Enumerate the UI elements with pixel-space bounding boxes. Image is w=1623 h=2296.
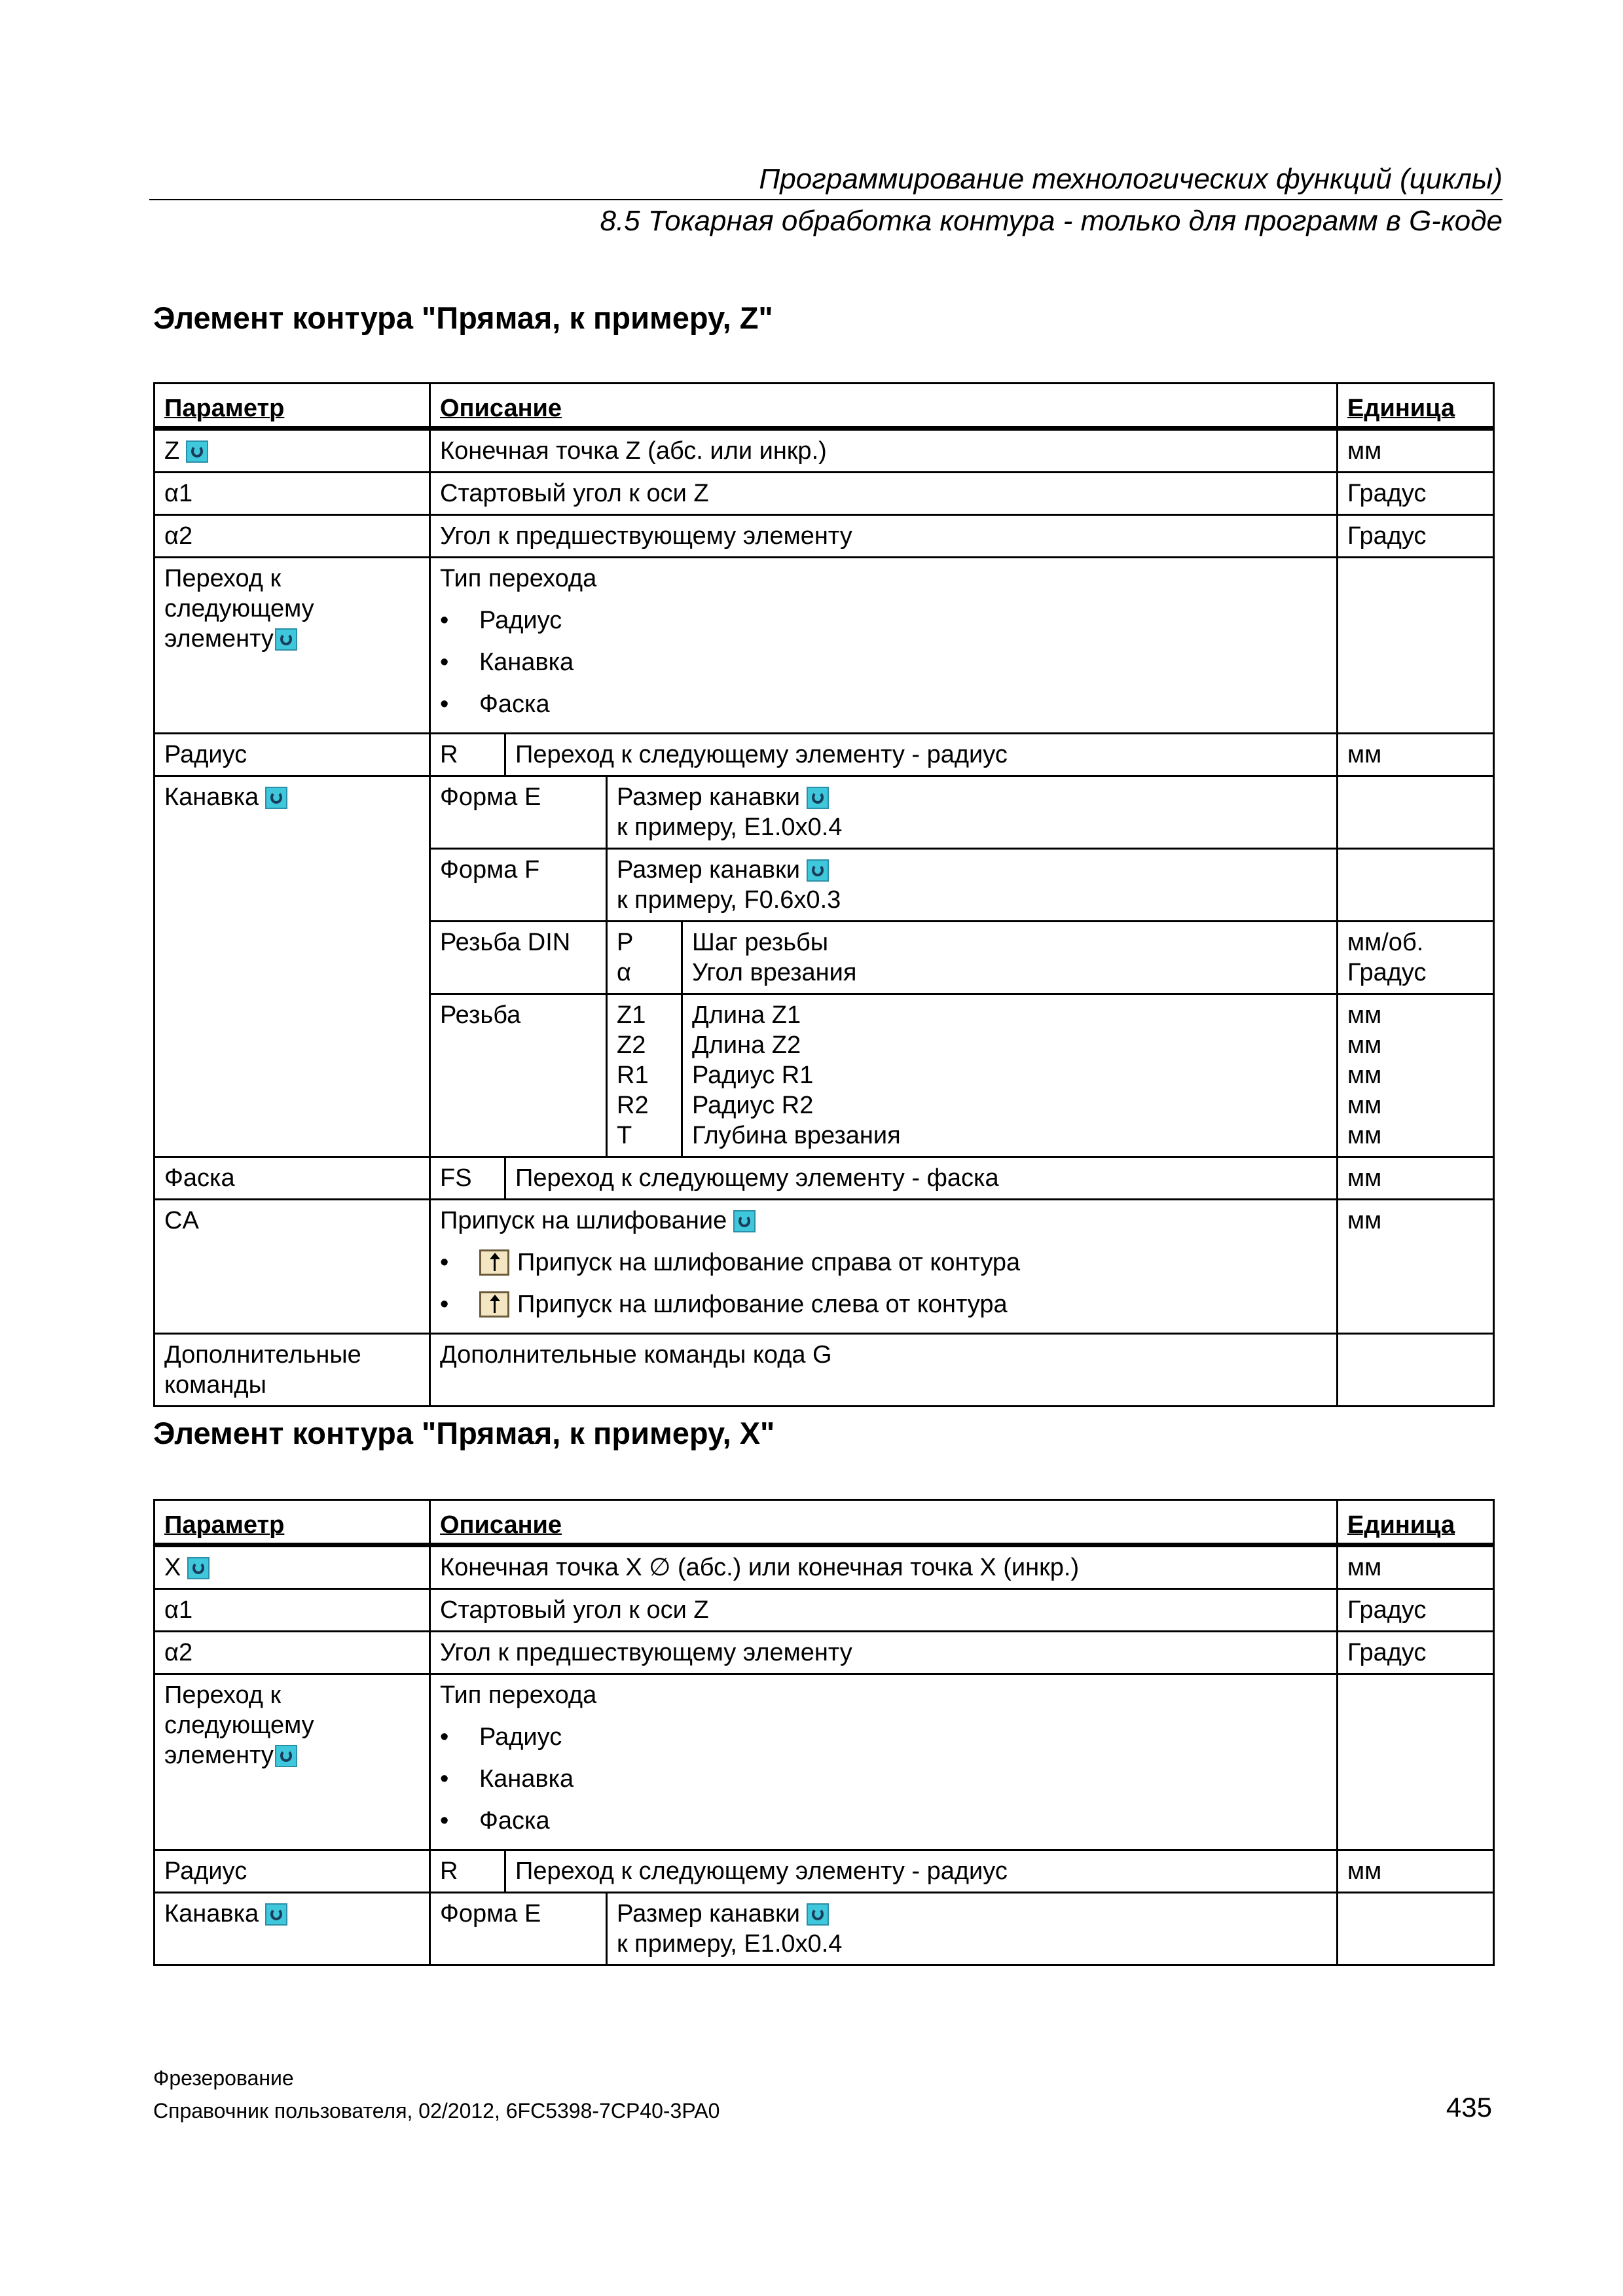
param-cell: CA [155, 1200, 430, 1334]
desc-cell: Припуск на шлифование • Припуск на шлифование справа от контура • Припуск на шлифование слева от контура [430, 1200, 1338, 1334]
chapter-title: Программирование технологических функций (циклы) [149, 162, 1503, 200]
column-header-param: Параметр [155, 384, 430, 429]
table-row [155, 429, 1494, 473]
code-cell: P α [607, 922, 682, 994]
code-cell: R [430, 734, 505, 776]
toggle-icon [265, 1903, 287, 1926]
desc-cell: Конечная точка Z (абс. или инкр.) [430, 429, 1338, 473]
table-row [155, 1589, 1494, 1632]
toggle-icon [186, 440, 208, 463]
desc-cell: Размер канавки к примеру, E1.0x0.4 [607, 776, 1338, 849]
table-row [155, 1200, 1494, 1334]
toggle-icon [807, 787, 829, 809]
code-cell: FS [430, 1157, 505, 1200]
desc-cell: Длина Z1 Длина Z2 Радиус R1 Радиус R2 Глубина врезания [682, 994, 1338, 1157]
param-cell: Радиус [155, 1850, 430, 1893]
table-row [155, 558, 1494, 734]
code-cell: Z1 Z2 R1 R2 T [607, 994, 682, 1157]
desc-cell: Размер канавки к примеру, E1.0x0.4 [607, 1893, 1338, 1965]
param-cell: α2 [155, 1632, 430, 1674]
params-table-x [153, 1499, 1495, 1966]
desc-cell: Переход к следующему элементу - радиус [505, 1850, 1338, 1893]
table-row [155, 1850, 1494, 1893]
footer-manual-info: Справочник пользователя, 02/2012, 6FC5398-7CP40-3PA0 [153, 2099, 720, 2123]
param-cell: X [155, 1545, 430, 1589]
desc-cell: Стартовый угол к оси Z [430, 1589, 1338, 1632]
toggle-icon [275, 1745, 297, 1767]
table-header-row [155, 384, 1494, 429]
unit-cell: мм/об. Градус [1338, 922, 1494, 994]
form-cell: Форма F [430, 849, 607, 922]
list-item: • Припуск на шлифование слева от контура [440, 1289, 1327, 1319]
desc-cell: Угол к предшествующему элементу [430, 515, 1338, 558]
unit-cell [1338, 1334, 1494, 1407]
table-row [155, 515, 1494, 558]
list-item: • Фаска [440, 689, 1327, 719]
unit-cell [1338, 1674, 1494, 1850]
column-header-desc: Описание [430, 1500, 1338, 1545]
unit-cell: мм [1338, 734, 1494, 776]
unit-cell: мм [1338, 1545, 1494, 1589]
table2-heading: Элемент контура "Прямая, к примеру, X" [153, 1416, 775, 1450]
desc-cell: Угол к предшествующему элементу [430, 1632, 1338, 1674]
allowance-direction-icon [479, 1249, 509, 1276]
param-cell: Переход к следующему элементу [155, 1674, 430, 1850]
form-cell: Форма E [430, 1893, 607, 1965]
unit-cell [1338, 849, 1494, 922]
param-cell: α1 [155, 473, 430, 515]
column-header-unit: Единица [1338, 384, 1494, 429]
table-row [155, 734, 1494, 776]
unit-cell: Градус [1338, 1589, 1494, 1632]
unit-cell: мм [1338, 1200, 1494, 1334]
desc-cell: Конечная точка X ∅ (абс.) или конечная точка X (инкр.) [430, 1545, 1338, 1589]
toggle-icon [807, 1903, 829, 1926]
param-cell: Фаска [155, 1157, 430, 1200]
toggle-icon [275, 628, 297, 651]
unit-cell: мм [1338, 429, 1494, 473]
column-header-unit: Единица [1338, 1500, 1494, 1545]
list-item: • Радиус [440, 605, 1327, 636]
desc-cell: Тип перехода • Радиус • Канавка • Фаска [430, 1674, 1338, 1850]
desc-cell: Тип перехода • Радиус • Канавка • Фаска [430, 558, 1338, 734]
form-cell: Резьба DIN [430, 922, 607, 994]
param-cell: Дополнительные команды [155, 1334, 430, 1407]
allowance-direction-icon [479, 1291, 509, 1318]
table-row [155, 1545, 1494, 1589]
param-cell: α1 [155, 1589, 430, 1632]
column-header-desc: Описание [430, 384, 1338, 429]
table-row [155, 473, 1494, 515]
toggle-icon [733, 1210, 756, 1232]
toggle-icon [807, 859, 829, 882]
unit-cell: мм [1338, 1157, 1494, 1200]
table-row [155, 776, 1494, 849]
desc-cell: Дополнительные команды кода G [430, 1334, 1338, 1407]
code-cell: R [430, 1850, 505, 1893]
list-item: • Радиус [440, 1722, 1327, 1752]
desc-cell: Шаг резьбы Угол врезания [682, 922, 1338, 994]
section-title: 8.5 Токарная обработка контура - только для программ в G-коде [600, 205, 1503, 237]
footer-product: Фрезерование [153, 2066, 294, 2090]
table1-heading: Элемент контура "Прямая, к примеру, Z" [153, 300, 773, 335]
param-cell: Z [155, 429, 430, 473]
param-cell: Переход к следующему элементу [155, 558, 430, 734]
desc-cell: Стартовый угол к оси Z [430, 473, 1338, 515]
desc-cell: Переход к следующему элементу - фаска [505, 1157, 1338, 1200]
desc-cell: Размер канавки к примеру, F0.6x0.3 [607, 849, 1338, 922]
toggle-icon [187, 1557, 210, 1579]
desc-cell: Переход к следующему элементу - радиус [505, 734, 1338, 776]
param-cell: Канавка [155, 776, 430, 1157]
param-cell: α2 [155, 515, 430, 558]
form-cell: Резьба [430, 994, 607, 1157]
unit-cell: мм [1338, 1850, 1494, 1893]
form-cell: Форма E [430, 776, 607, 849]
toggle-icon [265, 787, 287, 809]
list-item: • Припуск на шлифование справа от контура [440, 1247, 1327, 1278]
table-row [155, 1893, 1494, 1965]
unit-cell: Градус [1338, 515, 1494, 558]
page-number: 435 [1446, 2092, 1492, 2123]
list-item: • Фаска [440, 1806, 1327, 1836]
table-row [155, 1157, 1494, 1200]
params-table-z [153, 382, 1495, 1407]
table-header-row [155, 1500, 1494, 1545]
param-cell: Радиус [155, 734, 430, 776]
table-row [155, 1334, 1494, 1407]
unit-cell [1338, 776, 1494, 849]
unit-cell: Градус [1338, 1632, 1494, 1674]
unit-cell [1338, 1893, 1494, 1965]
unit-cell: Градус [1338, 473, 1494, 515]
table-row [155, 1674, 1494, 1850]
list-item: • Канавка [440, 1764, 1327, 1794]
list-item: • Канавка [440, 647, 1327, 677]
unit-cell: мм мм мм мм мм [1338, 994, 1494, 1157]
table-row [155, 1632, 1494, 1674]
unit-cell [1338, 558, 1494, 734]
column-header-param: Параметр [155, 1500, 430, 1545]
param-cell: Канавка [155, 1893, 430, 1965]
